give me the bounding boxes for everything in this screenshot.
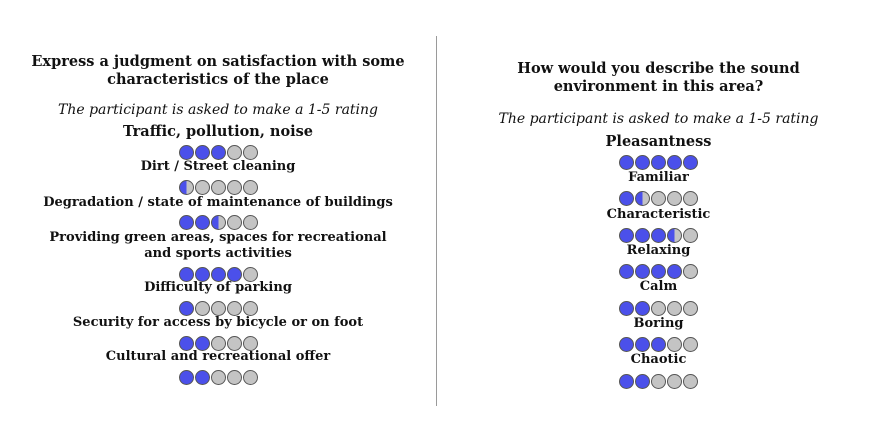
rating-parking <box>0 301 436 316</box>
rating-dot <box>667 191 682 206</box>
rating-dot <box>227 180 242 195</box>
rating-dot <box>227 215 242 230</box>
rating-boring <box>437 337 880 352</box>
item-label-boring: Boring <box>633 316 684 331</box>
rating-dot <box>243 145 258 160</box>
rating-dot <box>195 180 210 195</box>
rating-dot <box>211 370 226 385</box>
rating-dot <box>667 374 682 389</box>
rating-dot <box>179 180 194 195</box>
rating-dot <box>619 374 634 389</box>
rating-dot <box>683 228 698 243</box>
rating-characteristic <box>437 228 880 243</box>
rating-dot <box>635 191 650 206</box>
item-label-parking: Difficulty of parking <box>144 280 292 295</box>
rating-dot <box>683 191 698 206</box>
rating-dot <box>635 264 650 279</box>
rating-dot <box>651 191 666 206</box>
item-label-chaotic: Chaotic <box>630 352 687 367</box>
rating-dot <box>243 370 258 385</box>
rating-dot <box>651 301 666 316</box>
rating-dot <box>619 337 634 352</box>
rating-dot <box>667 301 682 316</box>
rating-dot <box>195 301 210 316</box>
satisfaction-title: Express a judgment on satisfaction with some characteristics of the place <box>31 53 405 88</box>
sound-instruction: The participant is asked to make a 1-5 rating <box>498 111 819 127</box>
rating-dot <box>179 145 194 160</box>
rating-dot <box>619 228 634 243</box>
item-label-security: Security for access by bicycle or on foot <box>72 315 364 330</box>
rating-dot <box>667 228 682 243</box>
rating-dot <box>179 301 194 316</box>
rating-dot <box>211 301 226 316</box>
rating-dot <box>651 337 666 352</box>
rating-dot <box>243 180 258 195</box>
rating-dot <box>651 228 666 243</box>
item-label-relaxing: Relaxing <box>626 243 691 258</box>
rating-dot <box>683 374 698 389</box>
rating-dot <box>651 155 666 170</box>
sound-title: How would you describe the sound environment in this area? <box>517 60 800 95</box>
rating-dot <box>635 155 650 170</box>
rating-dot <box>179 370 194 385</box>
rating-chaotic <box>437 374 880 389</box>
rating-dot <box>683 301 698 316</box>
rating-dot <box>667 155 682 170</box>
rating-dot <box>635 337 650 352</box>
rating-traffic <box>0 145 436 160</box>
rating-familiar <box>437 191 880 206</box>
rating-dot <box>195 370 210 385</box>
item-label-pleasantness: Pleasantness <box>605 133 712 150</box>
rating-dot <box>635 374 650 389</box>
rating-dot <box>227 145 242 160</box>
rating-calm <box>437 301 880 316</box>
rating-dirt <box>0 180 436 195</box>
rating-dot <box>243 215 258 230</box>
rating-dot <box>619 155 634 170</box>
item-label-degradation: Degradation / state of maintenance of buildings <box>43 195 393 210</box>
item-label-characteristic: Characteristic <box>606 207 711 222</box>
rating-dot <box>667 264 682 279</box>
satisfaction-instruction: The participant is asked to make a 1-5 rating <box>58 102 378 118</box>
rating-cultural <box>0 370 436 385</box>
rating-dot <box>635 228 650 243</box>
item-label-cultural: Cultural and recreational offer <box>105 349 331 364</box>
rating-dot <box>683 155 698 170</box>
rating-dot <box>667 337 682 352</box>
rating-dot <box>683 264 698 279</box>
rating-dot <box>683 337 698 352</box>
rating-dot <box>619 191 634 206</box>
item-label-dirt: Dirt / Street cleaning <box>140 159 296 174</box>
rating-relaxing <box>437 264 880 279</box>
rating-dot <box>635 301 650 316</box>
rating-dot <box>651 264 666 279</box>
rating-degradation <box>0 215 436 230</box>
rating-dot <box>195 215 210 230</box>
rating-dot <box>211 180 226 195</box>
item-label-traffic: Traffic, pollution, noise <box>122 123 314 140</box>
rating-dot <box>179 215 194 230</box>
rating-dot <box>211 145 226 160</box>
rating-dot <box>195 145 210 160</box>
item-label-calm: Calm <box>639 279 678 294</box>
item-label-familiar: Familiar <box>628 170 689 185</box>
rating-pleasantness <box>437 155 880 170</box>
rating-dot <box>651 374 666 389</box>
rating-dot <box>227 301 242 316</box>
item-label-green-areas: Providing green areas, spaces for recreational and sports activities <box>49 230 387 261</box>
rating-dot <box>211 215 226 230</box>
rating-dot <box>619 301 634 316</box>
rating-dot <box>227 370 242 385</box>
rating-dot <box>619 264 634 279</box>
rating-dot <box>243 301 258 316</box>
